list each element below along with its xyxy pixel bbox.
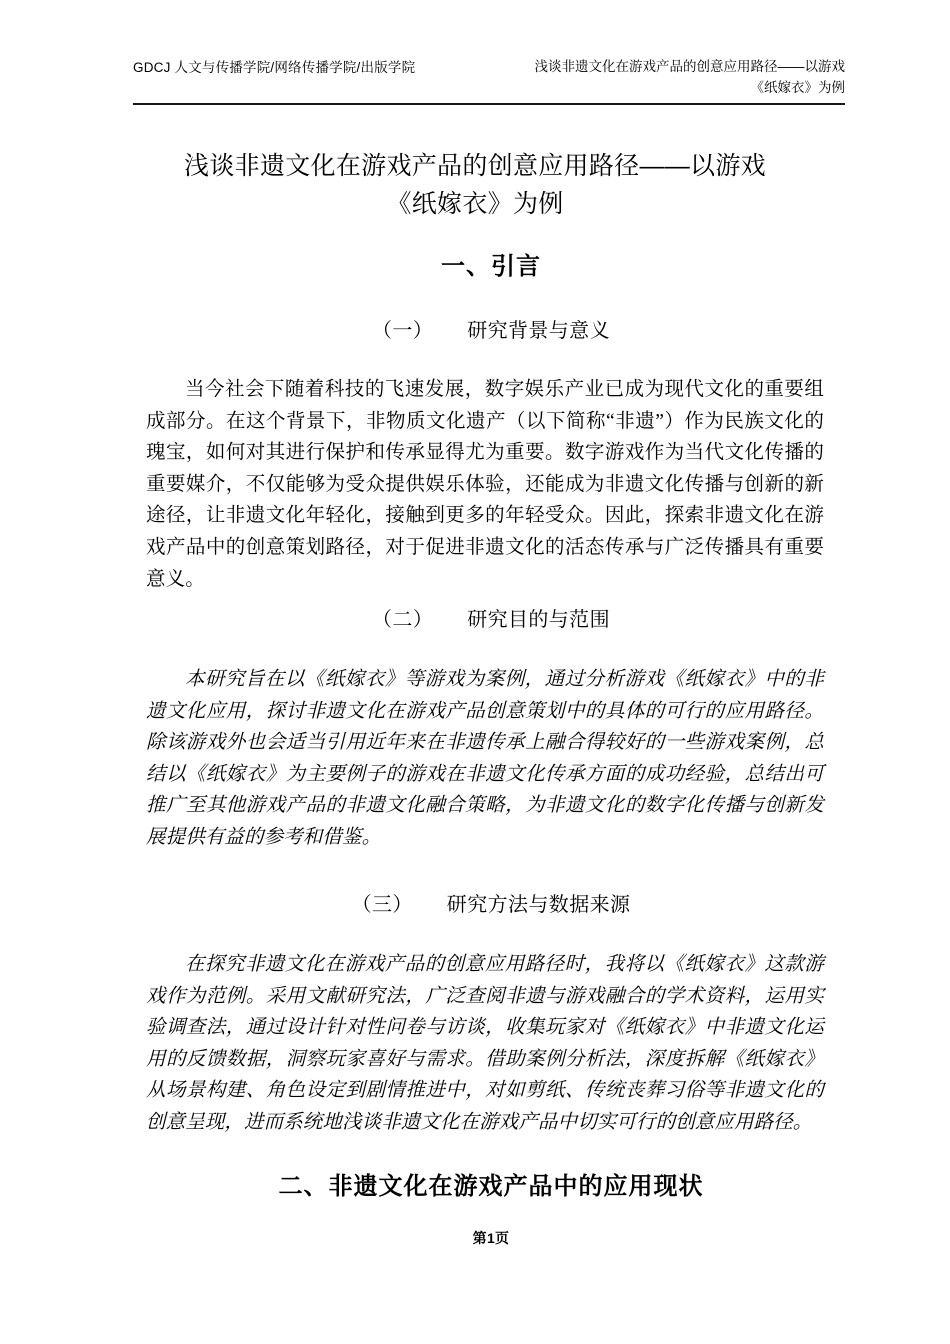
heading-subsection-one-b [135, 605, 847, 635]
header-institution-text: GDCJ 人文与传播学院/网络传播学院/出版学院 [133, 60, 416, 75]
paragraph-research-methods: 在探究非遗文化在游戏产品的创意应用路径时，我将以《纸嫁衣》这款游戏作为范例。采用文献研究法，广泛查阅非遗与游戏融合的学术资料，运用实验调查法，通过设计针对性问卷与访谈，收集玩家对《纸嫁衣》中非遗文化运用的反馈数据，洞察玩家喜好与需求。借助案例分析法，深度拆解《纸嫁衣》从场景构建、角色设定到剧情推进中，对如剪纸、传统丧葬习俗等非遗文化的创意呈现，进而系统地浅谈非遗文化在游戏产品中切实可行的创意应用路径。 [146, 954, 824, 1133]
page-title: 浅谈非遗文化在游戏产品的创意应用路径——以游戏《纸嫁衣》为例 [184, 152, 766, 218]
heading-section-two: 二、非遗文化在游戏产品中的应用现状 [278, 1173, 704, 1200]
heading-section-one: 一、引言 [441, 253, 541, 280]
header-title-line-1: 浅谈非遗文化在游戏产品的创意应用路径——以游戏 [534, 59, 845, 74]
heading-subsection-one-a [135, 316, 847, 346]
subsection-number-b: （二） [371, 609, 434, 631]
subsection-label-c: 研究方法与数据来源 [446, 894, 631, 916]
subsection-number-a: （一） [371, 320, 434, 342]
page-number-footer: 第1页 [472, 1230, 510, 1246]
subsection-number-c: （三） [351, 894, 413, 916]
header-title-text [485, 56, 845, 98]
subsection-label-a: 研究背景与意义 [467, 320, 610, 342]
paragraph-research-purpose: 本研究旨在以《纸嫁衣》等游戏为案例，通过分析游戏《纸嫁衣》中的非遗文化应用，探讨非遗文化在游戏产品创意策划中的具体的可行的应用路径。除该游戏外也会适当引用近年来在非遗传承上融合得较好的一些游戏案例，总结以《纸嫁衣》为主要例子的游戏在非遗文化传承方面的成功经验，总结出可推广至其他游戏产品的非遗文化融合策略，为非遗文化的数字化传播与创新发展提供有益的参考和借鉴。 [146, 669, 824, 848]
subsection-label-b: 研究目的与范围 [467, 609, 610, 631]
paragraph-research-background: 当今社会下随着科技的飞速发展，数字娱乐产业已成为现代文化的重要组成部分。在这个背景下，非物质文化遗产（以下简称“非遗”）作为民族文化的瑰宝，如何对其进行保护和传承显得尤为重要。数字游戏作为当代文化传播的重要媒介，不仅能够为受众提供娱乐体验，还能成为非遗文化传播与创新的新途径，让非遗文化年轻化，接触到更多的年轻受众。因此，探索非遗文化在游戏产品中的创意策划路径，对于促进非遗文化的活态传承与广泛传播具有重要意义。 [146, 379, 824, 590]
running-header [133, 56, 845, 98]
heading-subsection-one-c [135, 890, 847, 920]
header-title-line-2: 《纸嫁衣》为例 [750, 80, 845, 95]
header-divider-rule [133, 103, 845, 105]
